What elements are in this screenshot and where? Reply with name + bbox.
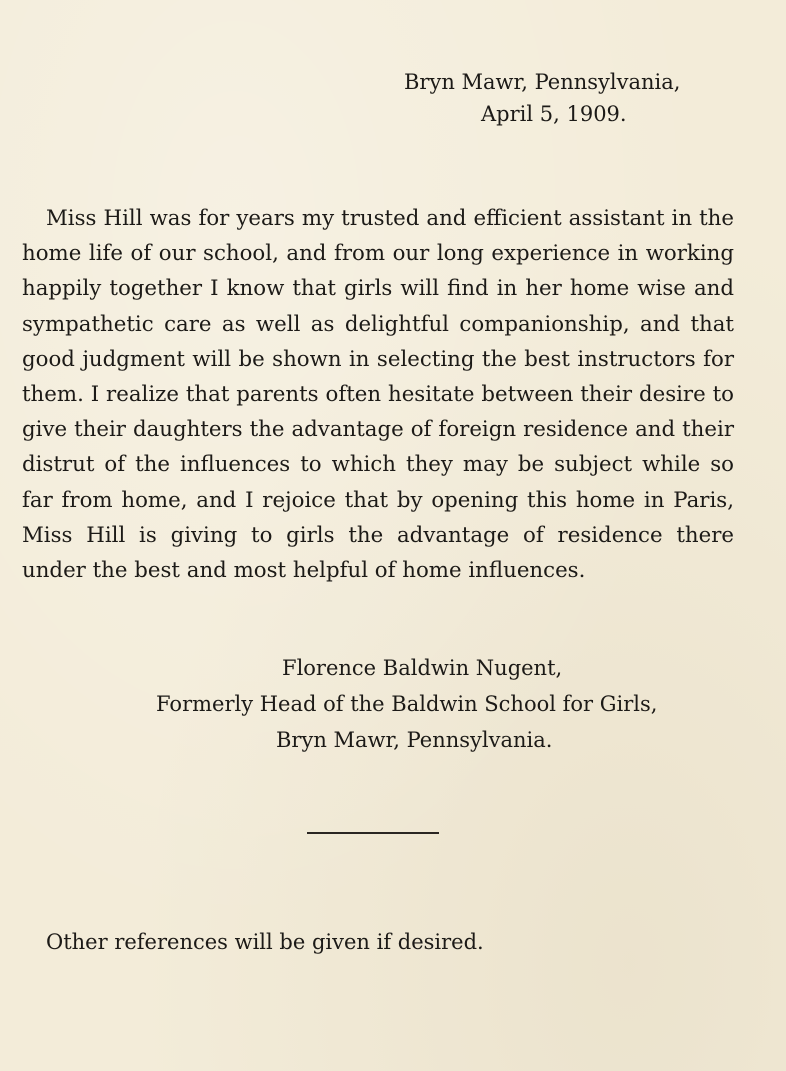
dateline-date: April 5, 1909. [481, 102, 627, 126]
letter-body: Miss Hill was for years my trusted and efficient assistant in the home life of our school, and from our long experience in working happily together I know that girls will find in her home wise and sympathetic care as well as delightful companionship, and that good judgment will be shown in selecting the best instructors for them. I realize that parents often hesitate between their desire to give their daughters the advantage of foreign residence and their distrut of the influences to which they may be subject while so far from home, and I rejoice that by opening this home in Paris, Miss Hill is giving to girls the advantage of residence there under the best and most helpful of home influences. [22, 206, 734, 584]
signature-title: Formerly Head of the Baldwin School for Girls, [156, 692, 658, 716]
footer-note: Other references will be given if desired. [46, 930, 484, 954]
dateline-place: Bryn Mawr, Pennsylvania, [404, 70, 681, 94]
signature-name: Florence Baldwin Nugent, [282, 656, 563, 680]
signature-place: Bryn Mawr, Pennsylvania. [276, 728, 553, 752]
section-divider [307, 832, 439, 834]
